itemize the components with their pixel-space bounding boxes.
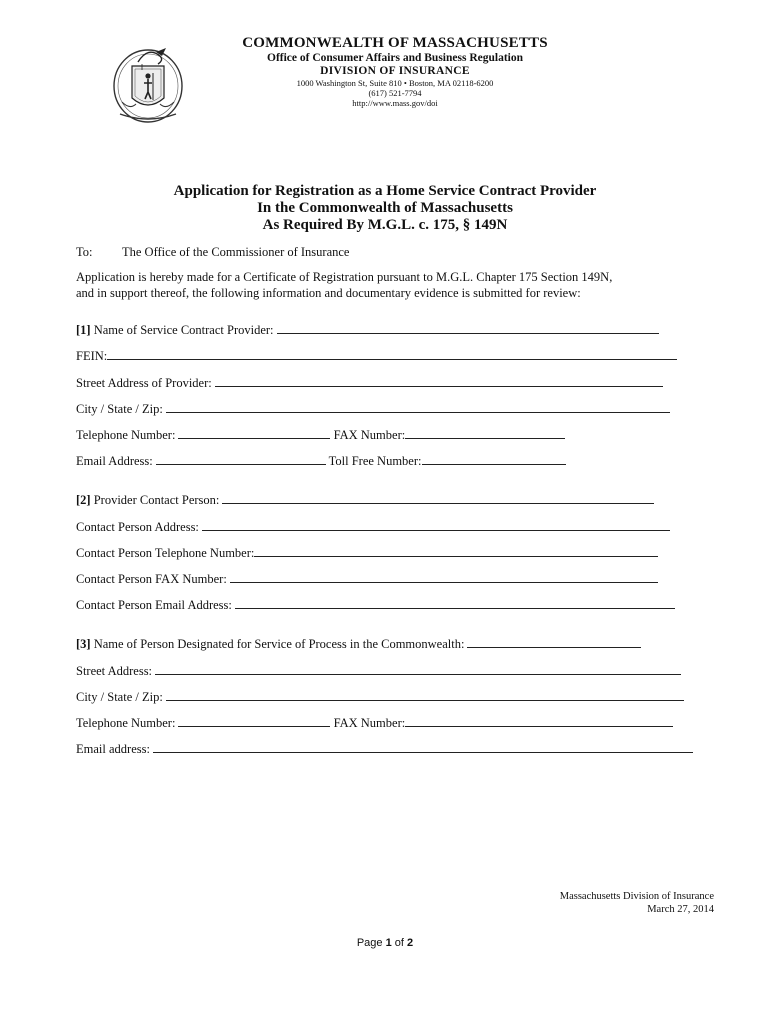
page-prefix: Page xyxy=(356,937,383,949)
document-title-line-3: As Required By M.G.L. c. 175, § 149N xyxy=(262,217,508,233)
letterhead-title: COMMONWEALTH OF MASSACHUSETTS xyxy=(242,35,548,51)
footer-org-name: Massachusetts Division of Insurance xyxy=(559,891,714,902)
letterhead-website: http://www.mass.gov/doi xyxy=(352,98,438,108)
designee-street-label: Street Address: xyxy=(76,664,153,678)
designee-field[interactable] xyxy=(467,636,641,648)
section-1-number: [1] xyxy=(76,323,91,337)
designee-phone-label: Telephone Number: xyxy=(76,716,176,730)
provider-phone-row xyxy=(76,427,565,443)
provider-street-field[interactable] xyxy=(215,375,663,387)
contact-email-field[interactable] xyxy=(235,597,675,609)
designee-email-field[interactable] xyxy=(153,741,693,753)
provider-city-row xyxy=(76,401,670,417)
document-title xyxy=(0,183,770,234)
designee-phone-row xyxy=(76,715,673,731)
page-of: of xyxy=(394,937,404,949)
provider-name-label: Name of Service Contract Provider: xyxy=(93,323,274,337)
footer-organization xyxy=(560,890,714,916)
contact-person-field[interactable] xyxy=(222,492,654,504)
provider-city-field[interactable] xyxy=(166,401,670,413)
page-number xyxy=(0,937,770,949)
contact-person-row xyxy=(76,492,654,508)
contact-fax-field[interactable] xyxy=(230,571,658,583)
provider-street-label: Street Address of Provider: xyxy=(76,376,212,390)
contact-phone-label: Contact Person Telephone Number: xyxy=(76,546,255,560)
designee-city-label: City / State / Zip: xyxy=(76,690,163,704)
intro-paragraph xyxy=(76,269,612,301)
provider-tollfree-label: Toll Free Number: xyxy=(328,454,422,468)
provider-fax-label: FAX Number: xyxy=(333,428,406,442)
document-title-line-2: In the Commonwealth of Massachusetts xyxy=(257,200,513,216)
footer-date: March 27, 2014 xyxy=(647,904,714,915)
letterhead-office: Office of Consumer Affairs and Business Regulation xyxy=(267,52,523,64)
intro-line-1: Application is hereby made for a Certificate of Registration pursuant to M.G.L. Chapter 175 Section 149N, xyxy=(76,270,613,284)
designee-email-row xyxy=(76,741,693,757)
designee-fax-label: FAX Number: xyxy=(333,716,406,730)
designee-city-field[interactable] xyxy=(166,689,684,701)
designee-email-label: Email address: xyxy=(76,742,150,756)
contact-phone-row xyxy=(76,545,658,561)
provider-fax-field[interactable] xyxy=(405,427,565,439)
contact-fax-row xyxy=(76,571,658,587)
contact-address-label: Contact Person Address: xyxy=(76,520,199,534)
designee-street-field[interactable] xyxy=(155,663,681,675)
page-current: 1 xyxy=(385,937,392,949)
contact-address-row xyxy=(76,519,670,535)
designee-fax-field[interactable] xyxy=(405,715,673,727)
page-total: 2 xyxy=(407,937,414,949)
section-3-number: [3] xyxy=(76,637,91,651)
to-line xyxy=(76,244,349,260)
designee-street-row xyxy=(76,663,681,679)
letterhead-address: 1000 Washington St, Suite 810 • Boston, MA 02118-6200 xyxy=(296,78,494,88)
provider-name-field[interactable] xyxy=(277,322,659,334)
designee-row xyxy=(76,636,641,652)
intro-line-2: and in support thereof, the following information and documentary evidence is submitted for review: xyxy=(76,286,581,300)
designee-city-row xyxy=(76,689,684,705)
contact-phone-field[interactable] xyxy=(254,545,658,557)
letterhead xyxy=(200,34,590,108)
provider-email-row xyxy=(76,453,566,469)
provider-email-field[interactable] xyxy=(156,453,326,465)
provider-phone-label: Telephone Number: xyxy=(76,428,176,442)
fein-label: FEIN: xyxy=(76,349,108,363)
designee-label: Name of Person Designated for Service of Process in the Commonwealth: xyxy=(93,637,465,651)
contact-person-label: Provider Contact Person: xyxy=(93,493,220,507)
provider-street-row xyxy=(76,375,663,391)
designee-phone-field[interactable] xyxy=(178,715,330,727)
provider-name-row xyxy=(76,322,659,338)
to-label: To: xyxy=(76,245,93,259)
contact-email-label: Contact Person Email Address: xyxy=(76,598,232,612)
letterhead-division: DIVISION OF INSURANCE xyxy=(320,65,470,77)
to-value: The Office of the Commissioner of Insurance xyxy=(122,245,350,259)
provider-email-label: Email Address: xyxy=(76,454,153,468)
fein-row xyxy=(76,348,677,364)
contact-email-row xyxy=(76,597,675,613)
provider-phone-field[interactable] xyxy=(178,427,330,439)
contact-address-field[interactable] xyxy=(202,519,670,531)
section-2-number: [2] xyxy=(76,493,91,507)
provider-city-label: City / State / Zip: xyxy=(76,402,163,416)
letterhead-phone: (617) 521-7794 xyxy=(368,88,422,98)
provider-tollfree-field[interactable] xyxy=(422,453,566,465)
fein-field[interactable] xyxy=(107,348,677,360)
document-title-line-1: Application for Registration as a Home Service Contract Provider xyxy=(173,183,597,199)
massachusetts-seal-icon xyxy=(108,40,188,124)
contact-fax-label: Contact Person FAX Number: xyxy=(76,572,227,586)
